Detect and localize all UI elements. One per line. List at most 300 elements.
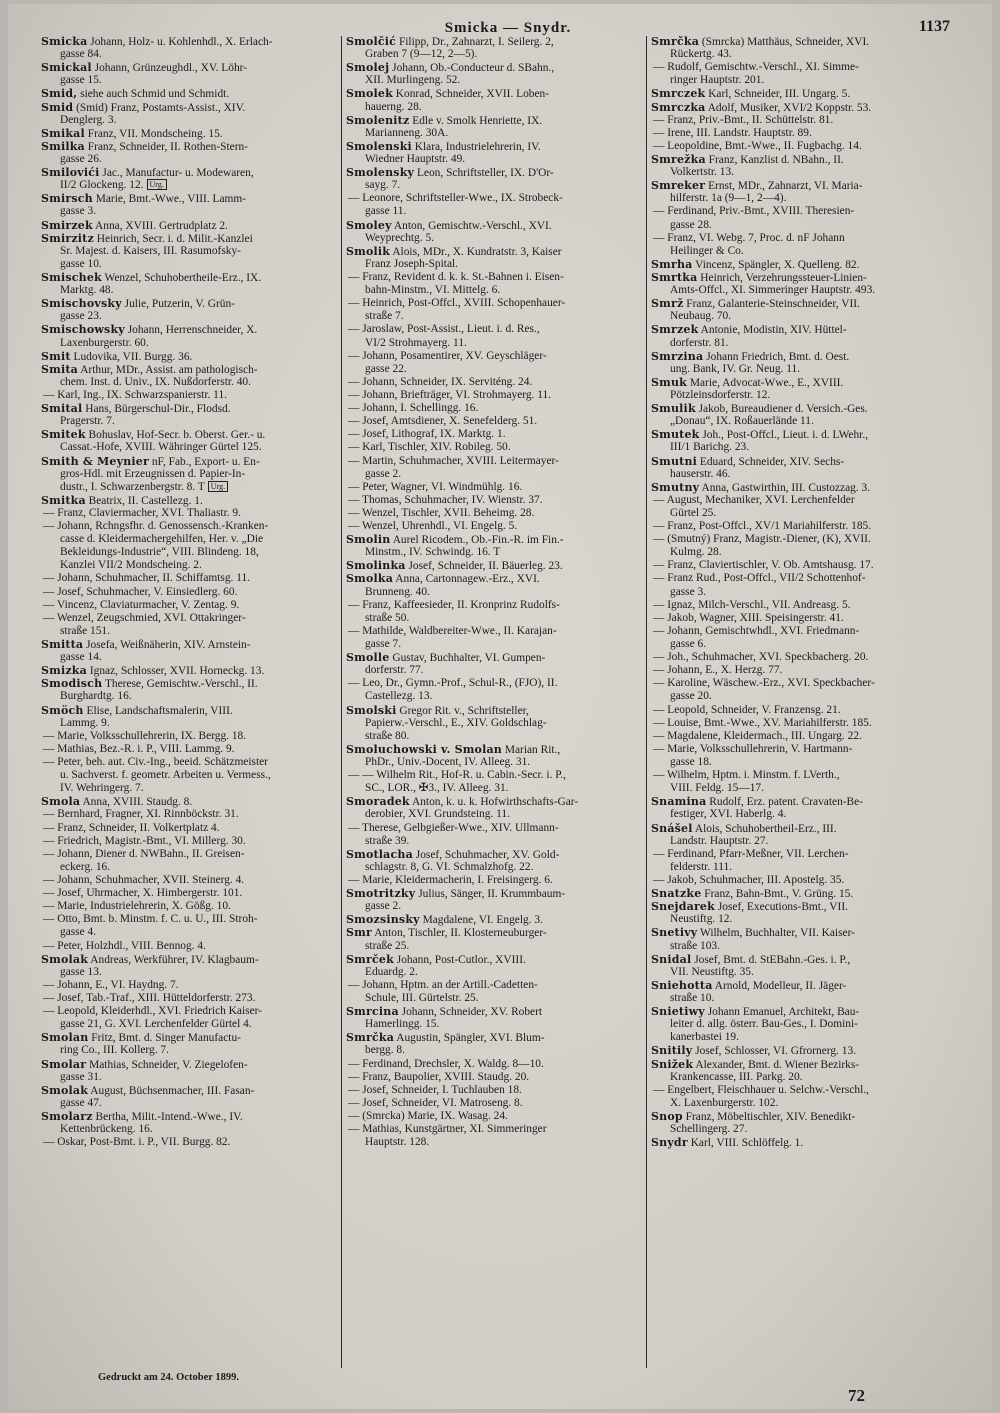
- directory-entry: [346, 114, 644, 127]
- directory-subentry: [346, 979, 644, 992]
- entry-text: — — Wilhelm Rit., Hof-R. u. Cabin.-Secr. i. P.,: [348, 769, 566, 782]
- directory-entry: [41, 428, 339, 441]
- directory-entry: [41, 363, 339, 376]
- entry-continuation: [346, 966, 644, 979]
- entry-text: nF, Fab., Export- u. En-: [151, 455, 260, 468]
- entry-text: Franz, Möbeltischler, XIV. Benedikt-: [685, 1110, 856, 1123]
- entry-surname: Snetivy: [651, 926, 698, 940]
- entry-text: gasse 18.: [670, 756, 712, 769]
- entry-surname: Smöch: [41, 703, 84, 717]
- directory-subentry: [346, 402, 644, 415]
- entry-continuation: [41, 1071, 339, 1084]
- entry-surname: Smolej: [346, 61, 390, 75]
- directory-entry: [346, 61, 644, 74]
- entry-continuation: [651, 74, 949, 87]
- directory-entry: [346, 743, 644, 756]
- entry-surname: Smitek: [41, 428, 86, 442]
- entry-surname: Smotlacha: [346, 847, 413, 861]
- entry-text: Rudolf, Erz. patent. Cravaten-Be-: [709, 796, 863, 809]
- entry-continuation: [41, 337, 339, 350]
- directory-entry: [41, 35, 339, 48]
- entry-text: Eduardg. 2.: [365, 965, 418, 978]
- directory-entry: [651, 900, 949, 913]
- directory-entry: [651, 323, 949, 336]
- directory-entry: [41, 677, 339, 690]
- directory-subentry: [346, 507, 644, 520]
- entry-text: — Josef, Schuhmacher, V. Einsiedlerg. 60.: [43, 585, 238, 598]
- directory-entry: [651, 376, 949, 389]
- entry-text: Augustin, Spängler, XVI. Blum-: [396, 1032, 545, 1045]
- entry-text: — Josef, Uhrmacher, X. Himbergerstr. 101.: [43, 887, 243, 900]
- entry-text: felderstr. 111.: [670, 860, 733, 873]
- entry-continuation: [41, 625, 339, 638]
- entry-continuation: [41, 782, 339, 795]
- entry-text: Josef, Schneider, II. Bäuerleg. 23.: [408, 560, 563, 573]
- entry-text: — Friedrich, Magistr.-Bmt., VI. Millerg. 30.: [43, 834, 246, 847]
- entry-text: gasse 47.: [60, 1096, 102, 1109]
- entry-surname: Smirzitz: [41, 231, 94, 245]
- entry-surname: Snidal: [651, 952, 692, 966]
- entry-text: (Smid) Franz, Postamts-Assist., XIV.: [76, 101, 246, 114]
- entry-text: Anton, Tischler, II. Klosterneuburger-: [374, 927, 547, 940]
- directory-subentry: [41, 520, 339, 533]
- directory-subentry: [651, 651, 949, 664]
- entry-text: Castellezg. 13.: [365, 690, 433, 703]
- entry-text: — Therese, Gelbgießer-Wwe., XIV. Ullmann-: [348, 821, 559, 834]
- entry-text: Karl, Schneider, III. Ungarg. 5.: [708, 88, 851, 101]
- entry-surname: Sniehotta: [651, 978, 713, 992]
- directory-subentry: [651, 205, 949, 218]
- entry-text: Anton, k. u. k. Hofwirthschafts-Gar-: [411, 796, 579, 809]
- entry-text: gasse 13.: [60, 965, 102, 978]
- entry-text: Johann Emanuel, Architekt, Bau-: [707, 1006, 860, 1019]
- entry-continuation: [41, 179, 339, 192]
- entry-continuation: [651, 441, 949, 454]
- entry-text: — Franz, Baupolier, XVIII. Staudg. 20.: [348, 1070, 530, 1083]
- directory-entry: [651, 428, 949, 441]
- entry-continuation: [651, 756, 949, 769]
- entry-text: Konrad, Schneider, XVII. Loben-: [395, 88, 550, 101]
- directory-entry: [41, 638, 339, 651]
- entry-text: straße 39.: [365, 834, 410, 847]
- entry-text: Josefa, Weißnäherin, XIV. Arnstein-: [86, 639, 251, 652]
- entry-continuation: [651, 992, 949, 1005]
- entry-text: Adolf, Musiker, XVI/2 Koppstr. 53.: [707, 101, 872, 114]
- directory-subentry: [346, 350, 644, 363]
- entry-text: Anna, Gastwirthin, III. Custozzag. 3.: [701, 481, 871, 494]
- entry-continuation: [651, 782, 949, 795]
- entry-continuation: [346, 992, 644, 1005]
- entry-surname: Smodisch: [41, 677, 103, 691]
- directory-subentry: [41, 756, 339, 769]
- column-divider: [341, 36, 342, 1368]
- entry-surname: Smola: [41, 795, 81, 809]
- entry-text: (Smrcka) Matthäus, Schneider, XVI.: [701, 36, 870, 48]
- directory-entry: [346, 1031, 644, 1044]
- directory-entry: [651, 179, 949, 192]
- entry-text: Anton, Gemischtw.-Verschl., XVI.: [393, 219, 552, 232]
- entry-surname: Smilka: [41, 139, 85, 153]
- entry-text: Jakob, Bureaudiener d. Versich.-Ges.: [698, 403, 868, 416]
- directory-subentry: [41, 940, 339, 953]
- entry-continuation: [41, 153, 339, 166]
- directory-subentry: [346, 415, 644, 428]
- entry-continuation: [41, 533, 339, 546]
- entry-text: dorferstr. 81.: [670, 336, 729, 349]
- entry-continuation: [41, 310, 339, 323]
- entry-continuation: [651, 192, 949, 205]
- directory-subentry: [346, 455, 644, 468]
- entry-text: chem. Inst. d. Univ., IX. Nußdorferstr. 40.: [60, 375, 251, 388]
- directory-entry: [651, 953, 949, 966]
- entry-text: straße 103.: [670, 939, 720, 952]
- entry-surname: Smutni: [651, 454, 698, 468]
- directory-entry: [651, 887, 949, 900]
- directory-subentry: [651, 520, 949, 533]
- entry-text: — Karl, Ing., IX. Schwarzspanierstr. 11.: [43, 388, 227, 401]
- entry-continuation: [346, 232, 644, 245]
- entry-text: IV. Wehringerg. 7.: [60, 782, 144, 795]
- entry-text: gasse 10.: [60, 257, 102, 270]
- entry-surname: Smolin: [346, 533, 391, 547]
- directory-entry: [41, 1110, 339, 1123]
- entry-text: Franz, VII. Mondscheing. 15.: [87, 127, 223, 140]
- directory-entry: [651, 1005, 949, 1018]
- entry-text: straße 151.: [60, 624, 110, 637]
- entry-continuation: [41, 1044, 339, 1057]
- entry-text: Heinrich, Verzehrungssteuer-Linien-: [700, 271, 867, 284]
- entry-text: — Martin, Schuhmacher, XVIII. Leitermayer-: [348, 454, 559, 467]
- print-date: Gedruckt am 24. October 1899.: [98, 1372, 239, 1383]
- entry-text: ringer Hauptstr. 201.: [670, 74, 765, 87]
- directory-entry: [346, 1005, 644, 1018]
- entry-surname: Smrčka: [346, 1031, 395, 1045]
- entry-continuation: [346, 940, 644, 953]
- entry-continuation: [346, 127, 644, 140]
- directory-entry: [651, 101, 949, 114]
- entry-continuation: [651, 835, 949, 848]
- directory-entry: [651, 87, 949, 100]
- column-divider: [646, 36, 647, 1368]
- entry-text: Leon, Schriftsteller, IX. D'Or-: [416, 167, 554, 180]
- entry-text: Graben 7 (9—12, 2—5).: [365, 48, 478, 61]
- entry-surname: Smotritzky: [346, 887, 416, 901]
- entry-continuation: [346, 363, 644, 376]
- directory-subentry: [346, 389, 644, 402]
- entry-continuation: [651, 245, 949, 258]
- entry-text: Fritz, Bmt. d. Singer Manufactu-: [91, 1032, 241, 1045]
- directory-subentry: [346, 822, 644, 835]
- entry-continuation: [346, 638, 644, 651]
- entry-text: — Franz, Claviermacher, XVI. Thaliastr. 9.: [43, 506, 241, 519]
- entry-text: Weyprechtg. 5.: [365, 231, 434, 244]
- entry-text: Aurel Ricodem., Ob.-Fin.-R. im Fin.-: [392, 534, 564, 547]
- entry-text: Mathias, Schneider, V. Ziegelofen-: [89, 1058, 248, 1071]
- entry-text: Alois, Schuhobertheil-Erz., III.: [694, 822, 837, 835]
- directory-subentry: [651, 114, 949, 127]
- entry-surname: Snamina: [651, 795, 707, 809]
- entry-surname: Smita: [41, 362, 78, 376]
- entry-text: Bekleidungs-Industrie“, VIII. Blindeng. 18,: [60, 546, 259, 559]
- entry-text: — Peter, Holzhdl., VIII. Bennog. 4.: [43, 939, 206, 952]
- entry-text: Alexander, Bmt. d. Wiener Bezirks-: [695, 1058, 860, 1071]
- entry-text: gasse 6.: [670, 638, 707, 651]
- entry-text: Bohuslav, Hof-Secr. b. Oberst. Ger.- u.: [88, 429, 266, 442]
- entry-surname: Smolarz: [41, 1109, 93, 1123]
- entry-surname: Smid: [41, 100, 74, 114]
- directory-subentry: [651, 1084, 949, 1097]
- entry-text: Filipp, Dr., Zahnarzt, I. Seilerg. 2,: [398, 36, 554, 48]
- running-header: Smicka — Snydr.: [444, 20, 572, 36]
- entry-continuation: [346, 861, 644, 874]
- entry-text: — Johann, Schneider, IX. Serviténg. 24.: [348, 375, 533, 388]
- entry-continuation: [651, 1031, 949, 1044]
- entry-text: — Josef, Tab.-Traf., XIII. Hütteldorferstr. 273.: [43, 991, 256, 1004]
- entry-text: — Johann, Diener d. NWBahn., II. Greisen-: [43, 847, 245, 860]
- entry-text: — Marie, Industrielehrerin, X. Gößg. 10.: [43, 900, 231, 913]
- entry-text: straße 10.: [670, 991, 715, 1004]
- directory-subentry: [346, 271, 644, 284]
- directory-subentry: [346, 494, 644, 507]
- entry-surname: Smolle: [346, 651, 390, 665]
- entry-surname: Smrcina: [346, 1005, 399, 1019]
- directory-subentry: [346, 1071, 644, 1084]
- directory-entry: [346, 926, 644, 939]
- directory-entry: [41, 455, 339, 468]
- entry-text: — Joh., Schuhmacher, XVI. Speckbacherg. 20.: [653, 651, 869, 664]
- directory-subentry: [41, 389, 339, 402]
- entry-text: Johann, Herrenschneider, X.: [127, 324, 258, 337]
- entry-text: — Ferdinand, Priv.-Bmt., XVIII. Theresien-: [653, 205, 855, 218]
- entry-surname: Smilovići: [41, 166, 100, 180]
- directory-entry: [651, 1110, 949, 1123]
- entry-text: Neustiftg. 12.: [670, 913, 733, 926]
- entry-text: Denglerg. 3.: [60, 113, 117, 126]
- entry-text: — Ferdinand, Pfarr-Meßner, VII. Lerchen-: [653, 847, 849, 860]
- directory-entry: [41, 192, 339, 205]
- entry-surname: Smitta: [41, 638, 84, 652]
- entry-text: Julius, Sänger, II. Krummbaum-: [418, 888, 566, 901]
- entry-text: ung. Bank, IV. Gr. Neug. 11.: [670, 362, 801, 375]
- entry-continuation: [346, 730, 644, 743]
- entry-text: Gregor Rit. v., Schriftsteller,: [399, 704, 529, 717]
- entry-text: II/2 Glockeng. 12.: [60, 179, 144, 192]
- entry-text: hilferstr. 1a (9—1, 2—4).: [670, 192, 787, 205]
- directory-subentry: [41, 848, 339, 861]
- entry-text: gasse 3.: [60, 205, 97, 218]
- entry-continuation: [651, 363, 949, 376]
- entry-continuation: [41, 258, 339, 271]
- directory-subentry: [41, 835, 339, 848]
- entry-surname: Smolek: [346, 87, 393, 101]
- directory-subentry: [346, 520, 644, 533]
- entry-text: — Marie, Volksschullehrerin, IX. Bergg. 18.: [43, 729, 247, 742]
- directory-subentry: [41, 887, 339, 900]
- directory-subentry: [41, 743, 339, 756]
- entry-continuation: [651, 546, 949, 559]
- entry-text: — Johann, I. Schellingg. 16.: [348, 402, 479, 415]
- entry-text: hauerng. 28.: [365, 100, 422, 113]
- directory-subentry: [41, 572, 339, 585]
- entry-continuation: [41, 481, 339, 494]
- directory-entry: [41, 1058, 339, 1071]
- entry-continuation: [651, 808, 949, 821]
- entry-text: gasse 21, G. XVI. Lerchenfelder Gürtel 4.: [60, 1018, 252, 1031]
- entry-continuation: [651, 166, 949, 179]
- entry-surname: Smolka: [346, 572, 394, 586]
- entry-text: — Josef, Amtsdiener, X. Senefelderg. 51.: [348, 415, 538, 428]
- entry-text: Neubaug. 70.: [670, 310, 732, 323]
- entry-text: — Magdalene, Kleidermach., III. Ungarg. 22.: [653, 729, 862, 742]
- entry-continuation: [346, 1044, 644, 1057]
- entry-text: Kettenbrückeng. 16.: [60, 1123, 153, 1136]
- entry-text: gasse 4.: [60, 926, 97, 939]
- entry-continuation: [346, 1018, 644, 1031]
- directory-entry: [651, 795, 949, 808]
- directory-entry: [346, 913, 644, 926]
- entry-text: — Mathias, Kunstgärtner, XI. Simmeringer: [348, 1123, 547, 1136]
- entry-text: Gustav, Buchhalter, VI. Gumpen-: [392, 652, 546, 665]
- entry-text: Pötzleinsdorferstr. 12.: [670, 388, 771, 401]
- entry-text: Johann Friedrich, Bmt. d. Oest.: [706, 350, 850, 363]
- entry-text: — Franz, Revident d. k. k. St.-Bahnen i. Eisen-: [348, 270, 564, 283]
- entry-surname: Smreker: [651, 179, 706, 193]
- directory-subentry: [41, 612, 339, 625]
- entry-continuation: [346, 546, 644, 559]
- entry-surname: Smrž: [651, 297, 684, 311]
- directory-entry: [651, 350, 949, 363]
- entry-continuation: [41, 48, 339, 61]
- entry-surname: Smr: [346, 926, 372, 940]
- directory-entry: [346, 35, 644, 48]
- entry-continuation: [651, 389, 949, 402]
- entry-text: Marie, Bmt.-Wwe., VIII. Lamm-: [95, 193, 247, 206]
- entry-text: — Johann, Schuhmacher, II. Schiffamtsg. 11.: [43, 572, 251, 585]
- entry-text: Ignaz, Schlosser, XVII. Horneckg. 13.: [89, 665, 265, 678]
- directory-subentry: [346, 428, 644, 441]
- directory-subentry: [41, 822, 339, 835]
- entry-text: Hauptstr. 128.: [365, 1136, 430, 1149]
- directory-entry: [41, 166, 339, 179]
- column-1: [41, 35, 339, 1149]
- directory-subentry: [346, 677, 644, 690]
- entry-text: festiger, XVI. Haberlg. 4.: [670, 808, 787, 821]
- entry-continuation: [651, 468, 949, 481]
- directory-entry: [41, 953, 339, 966]
- entry-text: Alois, MDr., X. Kundratstr. 3, Kaiser: [392, 245, 562, 258]
- entry-text: — Otto, Bmt. b. Minstm. f. C. u. U., III. Stroh-: [43, 913, 258, 926]
- directory-subentry: [41, 586, 339, 599]
- directory-entry: [346, 219, 644, 232]
- entry-text: Amts-Offcl., XI. Simmeringer Hauptstr. 493.: [670, 284, 876, 297]
- directory-entry: [651, 153, 949, 166]
- entry-continuation: [346, 808, 644, 821]
- entry-continuation: [346, 205, 644, 218]
- entry-text: — Josef, Schneider, VI. Matroseng. 8.: [348, 1096, 523, 1109]
- directory-subentry: [651, 717, 949, 730]
- directory-subentry: [651, 533, 949, 546]
- entry-text: Josef, Schlosser, VI. Gfrornerg. 13.: [695, 1045, 856, 1058]
- entry-continuation: [651, 690, 949, 703]
- entry-text: Josef, Schuhmacher, XV. Gold-: [415, 848, 560, 861]
- entry-surname: Smirzek: [41, 218, 93, 232]
- directory-subentry: [651, 664, 949, 677]
- entry-surname: Smoradek: [346, 795, 410, 809]
- entry-continuation: [41, 1097, 339, 1110]
- entry-text: Elise, Landschaftsmalerin, VIII.: [86, 704, 233, 717]
- entry-text: Johann, Holz- u. Kohlenhdl., X. Erlach-: [90, 36, 273, 48]
- entry-surname: Smutny: [651, 480, 700, 494]
- entry-text: „Donau“, IX. Roßauerlände 11.: [670, 415, 814, 428]
- entry-surname: Smrčka: [651, 35, 700, 48]
- entry-text: Klara, Industrielehrerin, IV.: [414, 140, 541, 153]
- directory-subentry: [651, 677, 949, 690]
- entry-text: — Leopold, Kleiderhdl., XVI. Friedrich Kaiser-: [43, 1005, 262, 1018]
- entry-surname: Snatzke: [651, 887, 702, 901]
- entry-continuation: [346, 337, 644, 350]
- directory-entry: [651, 1136, 949, 1149]
- entry-text: straße 80.: [365, 729, 410, 742]
- entry-text: gasse 3.: [670, 585, 707, 598]
- directory-subentry: [41, 1136, 339, 1149]
- entry-surname: Snydr: [651, 1136, 688, 1150]
- entry-surname: Snižek: [651, 1057, 694, 1071]
- column-2: [346, 35, 644, 1149]
- entry-surname: Smolik: [346, 244, 391, 258]
- entry-text: Johann, Post-Cutlor., XVIII.: [396, 953, 526, 966]
- entry-surname: Smrczka: [651, 100, 706, 114]
- directory-subentry: [651, 232, 949, 245]
- entry-text: — Franz, Priv.-Bmt., II. Schüttelstr. 81.: [653, 113, 834, 126]
- entry-text: gasse 28.: [670, 218, 712, 231]
- entry-text: dustr., I. Schwarzenbergstr. 8. T: [60, 480, 205, 493]
- directory-entry: [41, 350, 339, 363]
- entry-surname: Snop: [651, 1109, 683, 1123]
- entry-continuation: [651, 966, 949, 979]
- directory-entry: [346, 533, 644, 546]
- entry-text: leiter d. allg. österr. Bau-Ges., I. Domini-: [670, 1018, 858, 1031]
- entry-continuation: [346, 756, 644, 769]
- entry-text: August, Büchsenmacher, III. Fasan-: [90, 1084, 255, 1097]
- entry-continuation: [651, 48, 949, 61]
- entry-text: Ernst, MDr., Zahnarzt, VI. Maria-: [708, 180, 863, 193]
- entry-text: ring Co., III. Kollerg. 7.: [60, 1044, 169, 1057]
- entry-surname: Smulik: [651, 402, 696, 416]
- entry-text: — Franz, Post-Offcl., XV/1 Mariahilferstr. 185.: [653, 520, 872, 533]
- entry-text: — Ignaz, Milch-Verschl., VII. Andreasg. 5.: [653, 598, 851, 611]
- entry-text: — Franz, Claviertischler, V. Ob. Amtshausg. 17.: [653, 559, 874, 572]
- entry-text: — Johann, Posamentirer, XV. Geyschläger-: [348, 349, 547, 362]
- entry-text: Josef, Bmt. d. StEBahn.-Ges. i. P.,: [694, 953, 851, 966]
- entry-text: Franz, Schneider, II. Rothen-Stern-: [87, 140, 248, 153]
- entry-text: — Vincenz, Claviaturmacher, V. Zentag. 9.: [43, 598, 240, 611]
- entry-text: derobier, XVI. Grundsteing. 11.: [365, 808, 510, 821]
- directory-entry: [41, 494, 339, 507]
- directory-subentry: [346, 1058, 644, 1071]
- entry-text: Kanzlei VII/2 Mondscheing. 2.: [60, 559, 202, 572]
- directory-subentry: [346, 599, 644, 612]
- entry-text: — Peter, Wagner, VI. Windmühlg. 16.: [348, 480, 523, 493]
- entry-continuation: [346, 468, 644, 481]
- directory-subentry: [41, 599, 339, 612]
- directory-entry: [651, 271, 949, 284]
- directory-entry: [41, 140, 339, 153]
- entry-text: — Marie, Volksschullehrerin, V. Hartmann-: [653, 742, 853, 755]
- entry-text: Bertha, Milit.-Intend.-Wwe., IV.: [95, 1110, 243, 1123]
- boxed-mark: Urg.: [208, 481, 228, 492]
- entry-text: Therese, Gemischtw.-Verschl., II.: [104, 678, 258, 691]
- directory-page: [8, 4, 992, 1409]
